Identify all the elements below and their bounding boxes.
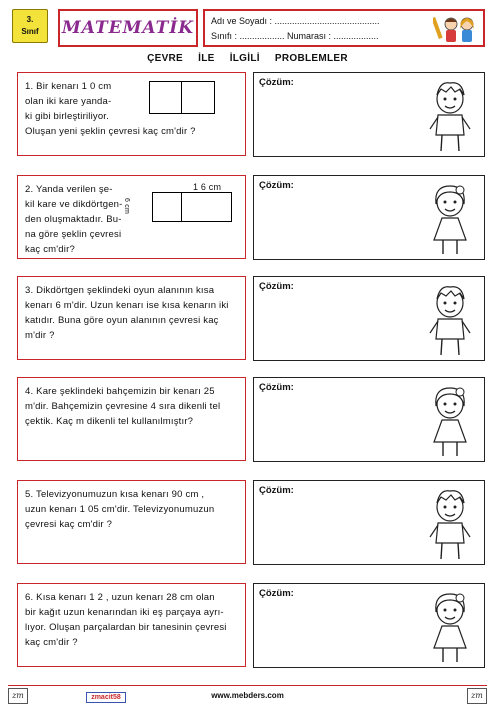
problem-1-line: Oluşan yeni şeklin çevresi kaç cm'dir ? (25, 126, 196, 137)
square-rectangle-figure (152, 192, 232, 222)
title-box (58, 9, 198, 47)
problem-1-box (17, 72, 246, 156)
solution-6-box[interactable] (253, 583, 485, 668)
solution-label: Çözüm: (259, 485, 294, 496)
author-code: zmacit58 (86, 692, 126, 703)
problem-3-box (17, 276, 246, 360)
problem-3-line: 3. Dikdörtgen şeklindeki oyun alanının kısa (25, 285, 215, 296)
problem-4-line: m'dir. Bahçemizin çevresine 4 sıra dikenli tel (25, 401, 221, 412)
girl-icon (424, 590, 476, 666)
solution-label: Çözüm: (259, 382, 294, 393)
problem-3-line: kenarı 6 m'dir. Uzun kenarı ise kısa kenarın iki (25, 300, 229, 311)
girl-icon (424, 182, 476, 258)
student-info-box (203, 9, 485, 47)
problem-3-line: m'dir ? (25, 330, 55, 341)
problem-1-line: ki gibi birleştiriliyor. (25, 111, 109, 122)
solution-label: Çözüm: (259, 77, 294, 88)
boy-icon (424, 79, 476, 155)
page-heading: ÇEVRE İLE İLGİLİ PROBLEMLER (147, 53, 348, 64)
zm-logo-left: zm (8, 688, 28, 704)
problem-3-line: katıdır. Buna göre oyun alanının çevresi kaç (25, 315, 219, 326)
two-squares-figure (149, 81, 215, 114)
zm-logo-right: zm (467, 688, 487, 704)
problem-4-line: çektik. Kaç m dikenli tel kullanılmıştır? (25, 416, 194, 427)
problem-2-line: 2. Yanda verilen şe- (25, 184, 113, 195)
problem-2-line: den oluşmaktadır. Bu- (25, 214, 122, 225)
page-title: MATEMATİK (61, 18, 195, 38)
name-field[interactable]: Adı ve Soyadı : .......................................... (211, 16, 380, 26)
solution-2-box[interactable] (253, 175, 485, 260)
problem-5-box (17, 480, 246, 564)
problem-2-box (17, 175, 246, 259)
solution-label: Çözüm: (259, 588, 294, 599)
solution-label: Çözüm: (259, 180, 294, 191)
problem-6-line: kaç cm'dir ? (25, 637, 78, 648)
problem-6-line: lıyor. Oluşan parçalardan bir tanesinin çevresi (25, 622, 227, 633)
boy-icon (424, 283, 476, 359)
solution-label: Çözüm: (259, 281, 294, 292)
footer (8, 685, 487, 707)
grade-word: Sınıf (21, 27, 39, 36)
grade-number: 3. (26, 15, 34, 24)
grade-badge (12, 9, 48, 43)
problem-1-line: olan iki kare yanda- (25, 96, 112, 107)
boy-icon (424, 487, 476, 563)
solution-1-box[interactable] (253, 72, 485, 157)
site-link[interactable]: www.mebders.com (211, 691, 284, 700)
problem-5-line: çevresi kaç cm'dir ? (25, 519, 113, 530)
dimension-16cm: 1 6 cm (193, 182, 222, 192)
solution-5-box[interactable] (253, 480, 485, 565)
dimension-6cm: 6 cm (123, 198, 130, 214)
problem-4-box (17, 377, 246, 461)
class-number-field[interactable]: Sınıfı : .................. Numarası : .................. (211, 31, 379, 41)
problem-6-line: bir kağıt uzun kenarından iki eş parçaya ayrı- (25, 607, 224, 618)
girl-icon (424, 384, 476, 460)
problem-6-box (17, 583, 246, 667)
solution-4-box[interactable] (253, 377, 485, 462)
problem-5-line: uzun kenarı 1 05 cm'dir. Televizyonumuzun (25, 504, 215, 515)
problem-2-line: kaç cm'dir? (25, 244, 75, 255)
solution-3-box[interactable] (253, 276, 485, 361)
problem-2-line: kil kare ve dikdörtgen- (25, 199, 123, 210)
problem-2-line: na göre şeklin çevresi (25, 229, 122, 240)
problem-6-line: 6. Kısa kenarı 1 2 , uzun kenarı 28 cm olan (25, 592, 215, 603)
kids-pencil-icon (433, 13, 479, 45)
problem-5-line: 5. Televizyonumuzun kısa kenarı 90 cm , (25, 489, 205, 500)
problem-4-line: 4. Kare şeklindeki bahçemizin bir kenarı 25 (25, 386, 215, 397)
problem-1-line: 1. Bir kenarı 1 0 cm (25, 81, 112, 92)
